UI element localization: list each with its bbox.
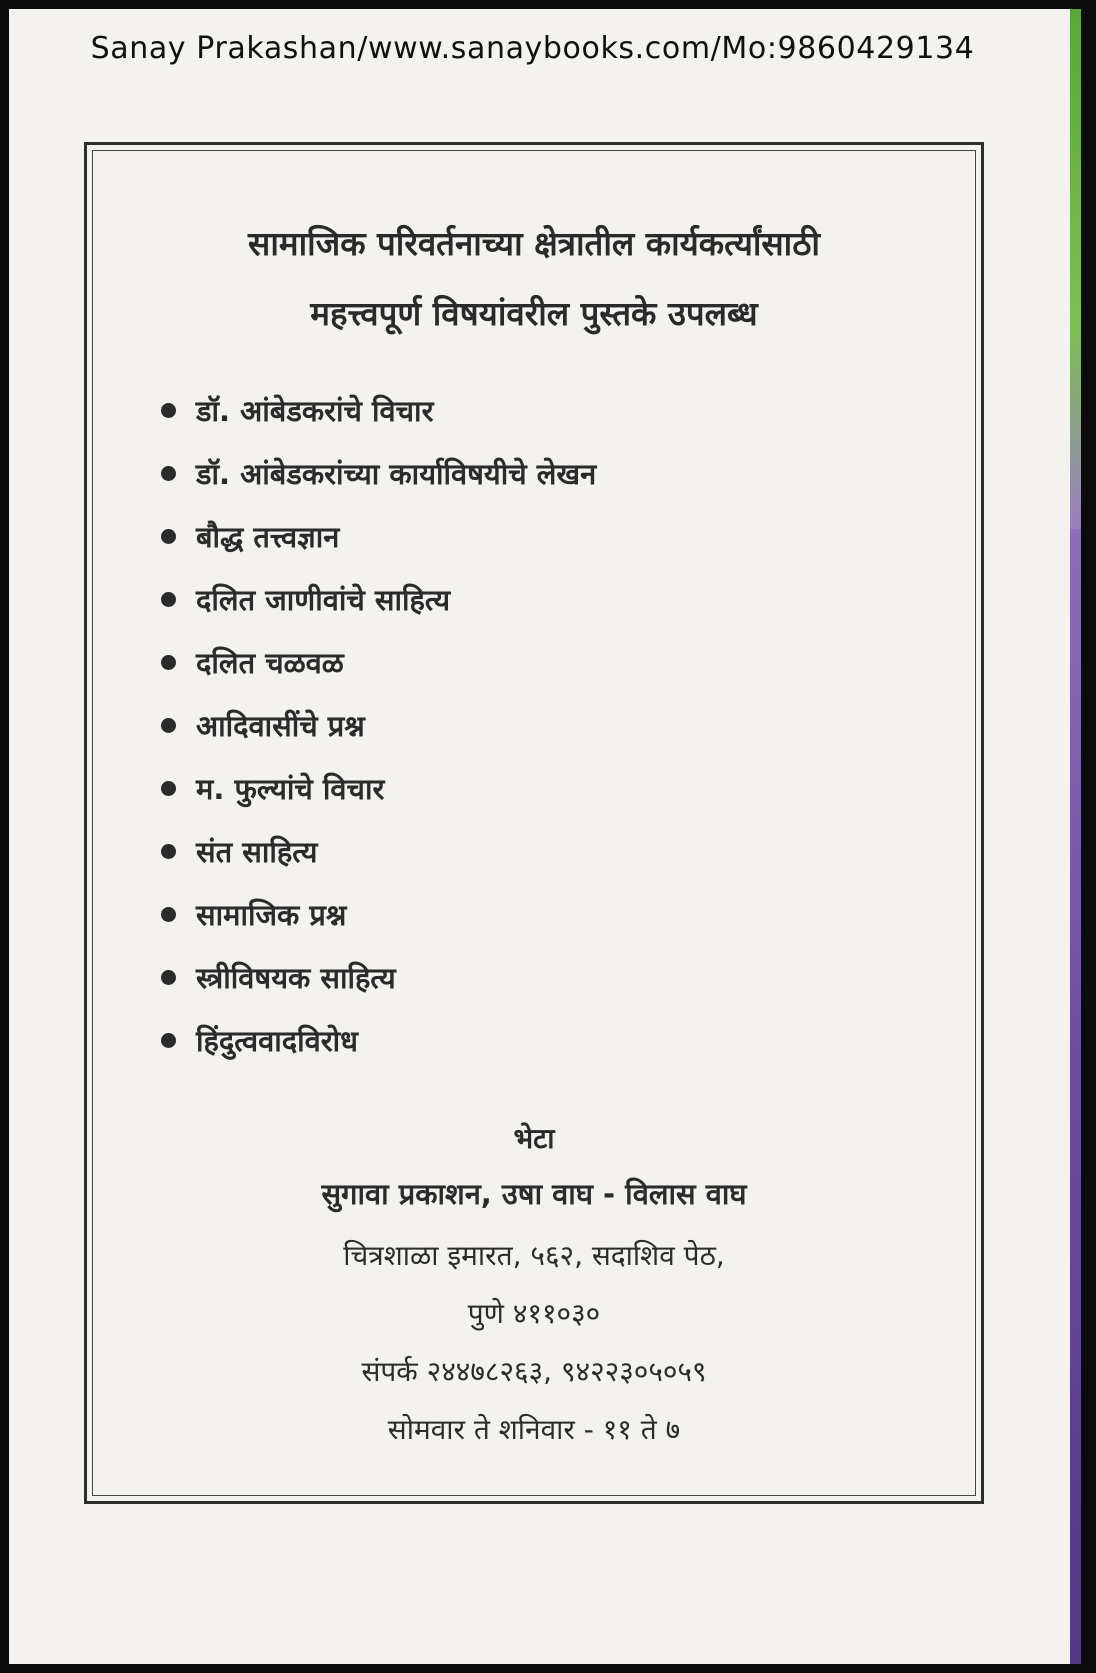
cover-edge-green <box>1070 9 1081 529</box>
topic-item <box>161 568 596 631</box>
topic-item <box>161 694 596 757</box>
heading-line-1: सामाजिक परिवर्तनाच्या क्षेत्रातील कार्यकर्त्यांसाठी <box>248 224 820 263</box>
book-page <box>9 9 1081 1664</box>
publisher-name: सुगावा प्रकाशन, उषा वाघ - विलास वाघ <box>321 1177 747 1211</box>
address-line: चित्रशाळा इमारत, ५६२, सदाशिव पेठ, <box>343 1239 725 1272</box>
topic-item <box>161 946 596 1009</box>
topic-item <box>161 757 596 820</box>
topic-item <box>161 631 596 694</box>
advertisement-inner-border <box>92 150 976 1496</box>
topic-item <box>161 820 596 883</box>
bullet-icon <box>161 970 176 985</box>
bullet-icon <box>161 844 176 859</box>
topic-item <box>161 505 596 568</box>
visit-heading: भेटा <box>513 1122 555 1155</box>
bullet-icon <box>161 781 176 796</box>
topic-label: बौद्ध तत्त्वज्ञान <box>196 520 340 554</box>
topic-label: सामाजिक प्रश्न <box>196 898 347 932</box>
cover-edge-purple <box>1070 529 1081 1664</box>
bullet-icon <box>161 907 176 922</box>
phone-line: संपर्क २४४७८२६३, ९४२२३०५०५९ <box>361 1355 707 1388</box>
heading-line-2: महत्त्वपूर्ण विषयांवरील पुस्तके उपलब्ध <box>310 294 758 333</box>
advertisement-frame <box>84 142 984 1504</box>
hours-line: सोमवार ते शनिवार - ११ ते ७ <box>387 1413 681 1446</box>
topic-label: स्त्रीविषयक साहित्य <box>196 961 396 995</box>
bullet-icon <box>161 718 176 733</box>
bullet-icon <box>161 1033 176 1048</box>
topic-label: दलित चळवळ <box>196 646 344 680</box>
bullet-icon <box>161 655 176 670</box>
topic-label: डॉ. आंबेडकरांचे विचार <box>196 394 434 428</box>
topic-item <box>161 379 596 442</box>
bullet-icon <box>161 592 176 607</box>
topic-item <box>161 1009 596 1072</box>
topic-label: म. फुल्यांचे विचार <box>196 772 385 806</box>
contact-block <box>93 1113 975 1459</box>
topic-label: दलित जाणीवांचे साहित्य <box>196 583 451 617</box>
topic-item <box>161 442 596 505</box>
topic-label: डॉ. आंबेडकरांच्या कार्याविषयीचे लेखन <box>196 457 597 491</box>
topic-list <box>161 379 596 1072</box>
topic-label: संत साहित्य <box>196 835 318 869</box>
city-line: पुणे ४११०३० <box>467 1297 601 1330</box>
advertisement-heading <box>93 209 975 349</box>
topic-item <box>161 883 596 946</box>
topic-label: आदिवासींचे प्रश्न <box>196 709 365 743</box>
bullet-icon <box>161 529 176 544</box>
bullet-icon <box>161 466 176 481</box>
publisher-watermark: Sanay Prakashan/www.sanaybooks.com/Mo:9860429134 <box>90 31 975 66</box>
topic-label: हिंदुत्ववादविरोध <box>196 1024 358 1058</box>
bullet-icon <box>161 403 176 418</box>
